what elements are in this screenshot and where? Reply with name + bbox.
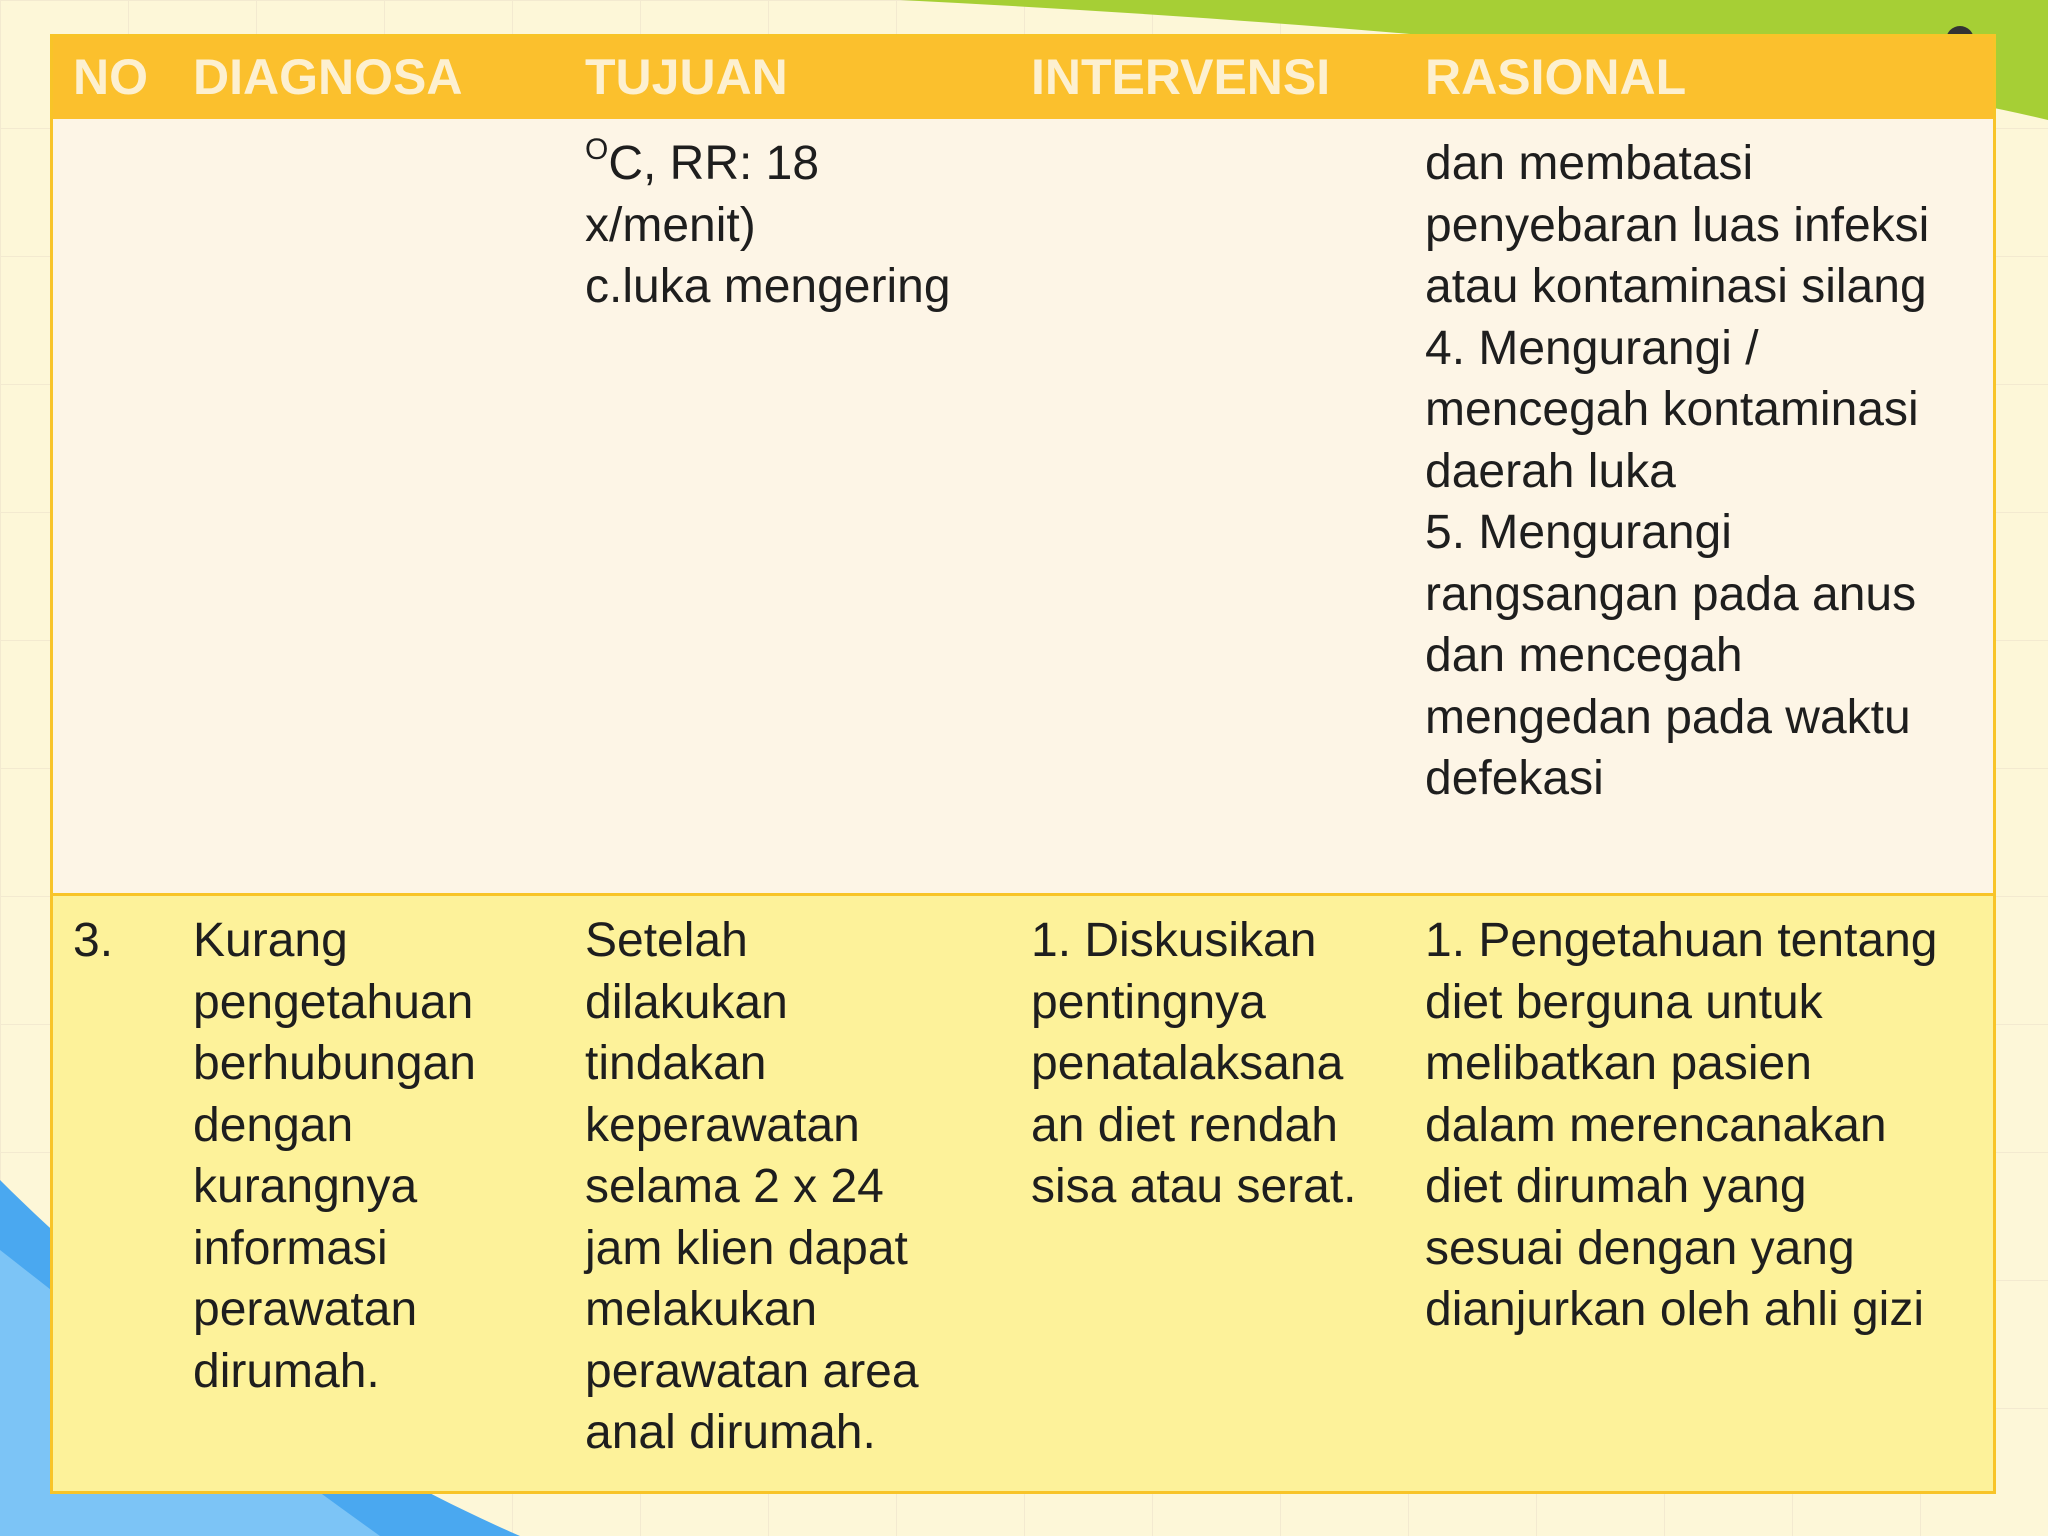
- row1-rasional-line: mencegah kontaminasi: [1425, 383, 1919, 436]
- row1-rasional-line: penyebaran luas infeksi: [1425, 198, 1930, 252]
- header-tujuan: TUJUAN: [585, 49, 788, 105]
- row2-tujuan-line: dilakukan: [585, 975, 788, 1029]
- row2-rasional-cell: [1425, 910, 1937, 1341]
- row1-tujuan-line-1: x/menit): [585, 198, 756, 252]
- row2-diagnosa-line: Kurang: [193, 914, 348, 967]
- row2-intervensi-line: an diet rendah: [1031, 1098, 1338, 1152]
- row2-tujuan-line: selama 2 x 24: [585, 1160, 884, 1213]
- row1-tujuan-cell: [585, 133, 951, 318]
- header-intervensi: INTERVENSI: [1031, 49, 1331, 105]
- row2-diagnosa-line: berhubungan: [193, 1037, 476, 1090]
- row1-rasional-line: dan mencegah: [1425, 629, 1743, 682]
- row1-rasional-line: dan membatasi: [1425, 137, 1754, 190]
- row2-diagnosa-line: perawatan: [193, 1283, 418, 1336]
- table-row-1: [53, 119, 1993, 893]
- row2-intervensi-cell: [1031, 910, 1357, 1218]
- row2-diagnosa-line: kurangnya: [193, 1160, 418, 1213]
- row2-diagnosa-cell: [193, 910, 476, 1402]
- row2-diagnosa-line: informasi: [193, 1221, 388, 1275]
- row2-tujuan-line: Setelah: [585, 914, 748, 967]
- header-diagnosa: DIAGNOSA: [193, 49, 463, 105]
- row2-no-cell: 3.: [73, 914, 114, 967]
- row1-rasional-line: defekasi: [1425, 752, 1604, 805]
- row2-intervensi-line: sisa atau serat.: [1031, 1160, 1357, 1213]
- row1-rasional-line: 5. Mengurangi: [1425, 506, 1732, 559]
- row1-rasional-cell: [1425, 133, 1929, 810]
- row1-tujuan-line-2: c.luka mengering: [585, 260, 951, 313]
- row2-tujuan-line: keperawatan: [585, 1098, 860, 1152]
- row2-diagnosa-line: dengan: [193, 1098, 354, 1152]
- row2-tujuan-line: jam klien dapat: [585, 1221, 908, 1275]
- row2-tujuan-line: anal dirumah.: [585, 1406, 876, 1459]
- row2-intervensi-line: 1. Diskusikan: [1031, 914, 1317, 967]
- row2-tujuan-line: melakukan: [585, 1283, 818, 1336]
- row2-tujuan-line: perawatan area: [585, 1344, 919, 1398]
- row2-rasional-line: sesuai dengan yang: [1425, 1221, 1855, 1275]
- row1-rasional-line: daerah luka: [1425, 444, 1676, 498]
- row2-diagnosa-line: pengetahuan: [193, 975, 474, 1029]
- row2-rasional-line: diet berguna untuk: [1425, 975, 1823, 1029]
- row2-rasional-line: dianjurkan oleh ahli gizi: [1425, 1283, 1924, 1336]
- row1-rasional-line: rangsangan pada anus: [1425, 567, 1917, 621]
- row1-rasional-line: mengedan pada waktu: [1425, 690, 1911, 744]
- row2-tujuan-line: tindakan: [585, 1037, 767, 1090]
- row1-rasional-line: 4. Mengurangi /: [1425, 321, 1759, 375]
- row2-rasional-line: dalam merencanakan: [1425, 1098, 1887, 1152]
- row2-tujuan-cell: [585, 910, 919, 1464]
- row2-rasional-line: melibatkan pasien: [1425, 1037, 1812, 1090]
- row2-intervensi-line: penatalaksana: [1031, 1037, 1344, 1090]
- header-no: NO: [73, 49, 148, 105]
- row1-rasional-line: atau kontaminasi silang: [1425, 260, 1927, 313]
- row2-rasional-line: diet dirumah yang: [1425, 1160, 1807, 1213]
- row2-rasional-line: 1. Pengetahuan tentang: [1425, 914, 1938, 967]
- care-plan-table: [50, 34, 1996, 1494]
- row2-diagnosa-line: dirumah.: [193, 1344, 380, 1398]
- table-header-row: [53, 37, 1993, 119]
- header-rasional: RASIONAL: [1425, 49, 1687, 105]
- table-row-2: [53, 896, 1993, 1491]
- degree-superscript: O: [585, 133, 609, 166]
- row2-intervensi-line: pentingnya: [1031, 975, 1266, 1029]
- row1-tujuan-line-0: $^O$C, RR: 18: [585, 133, 820, 190]
